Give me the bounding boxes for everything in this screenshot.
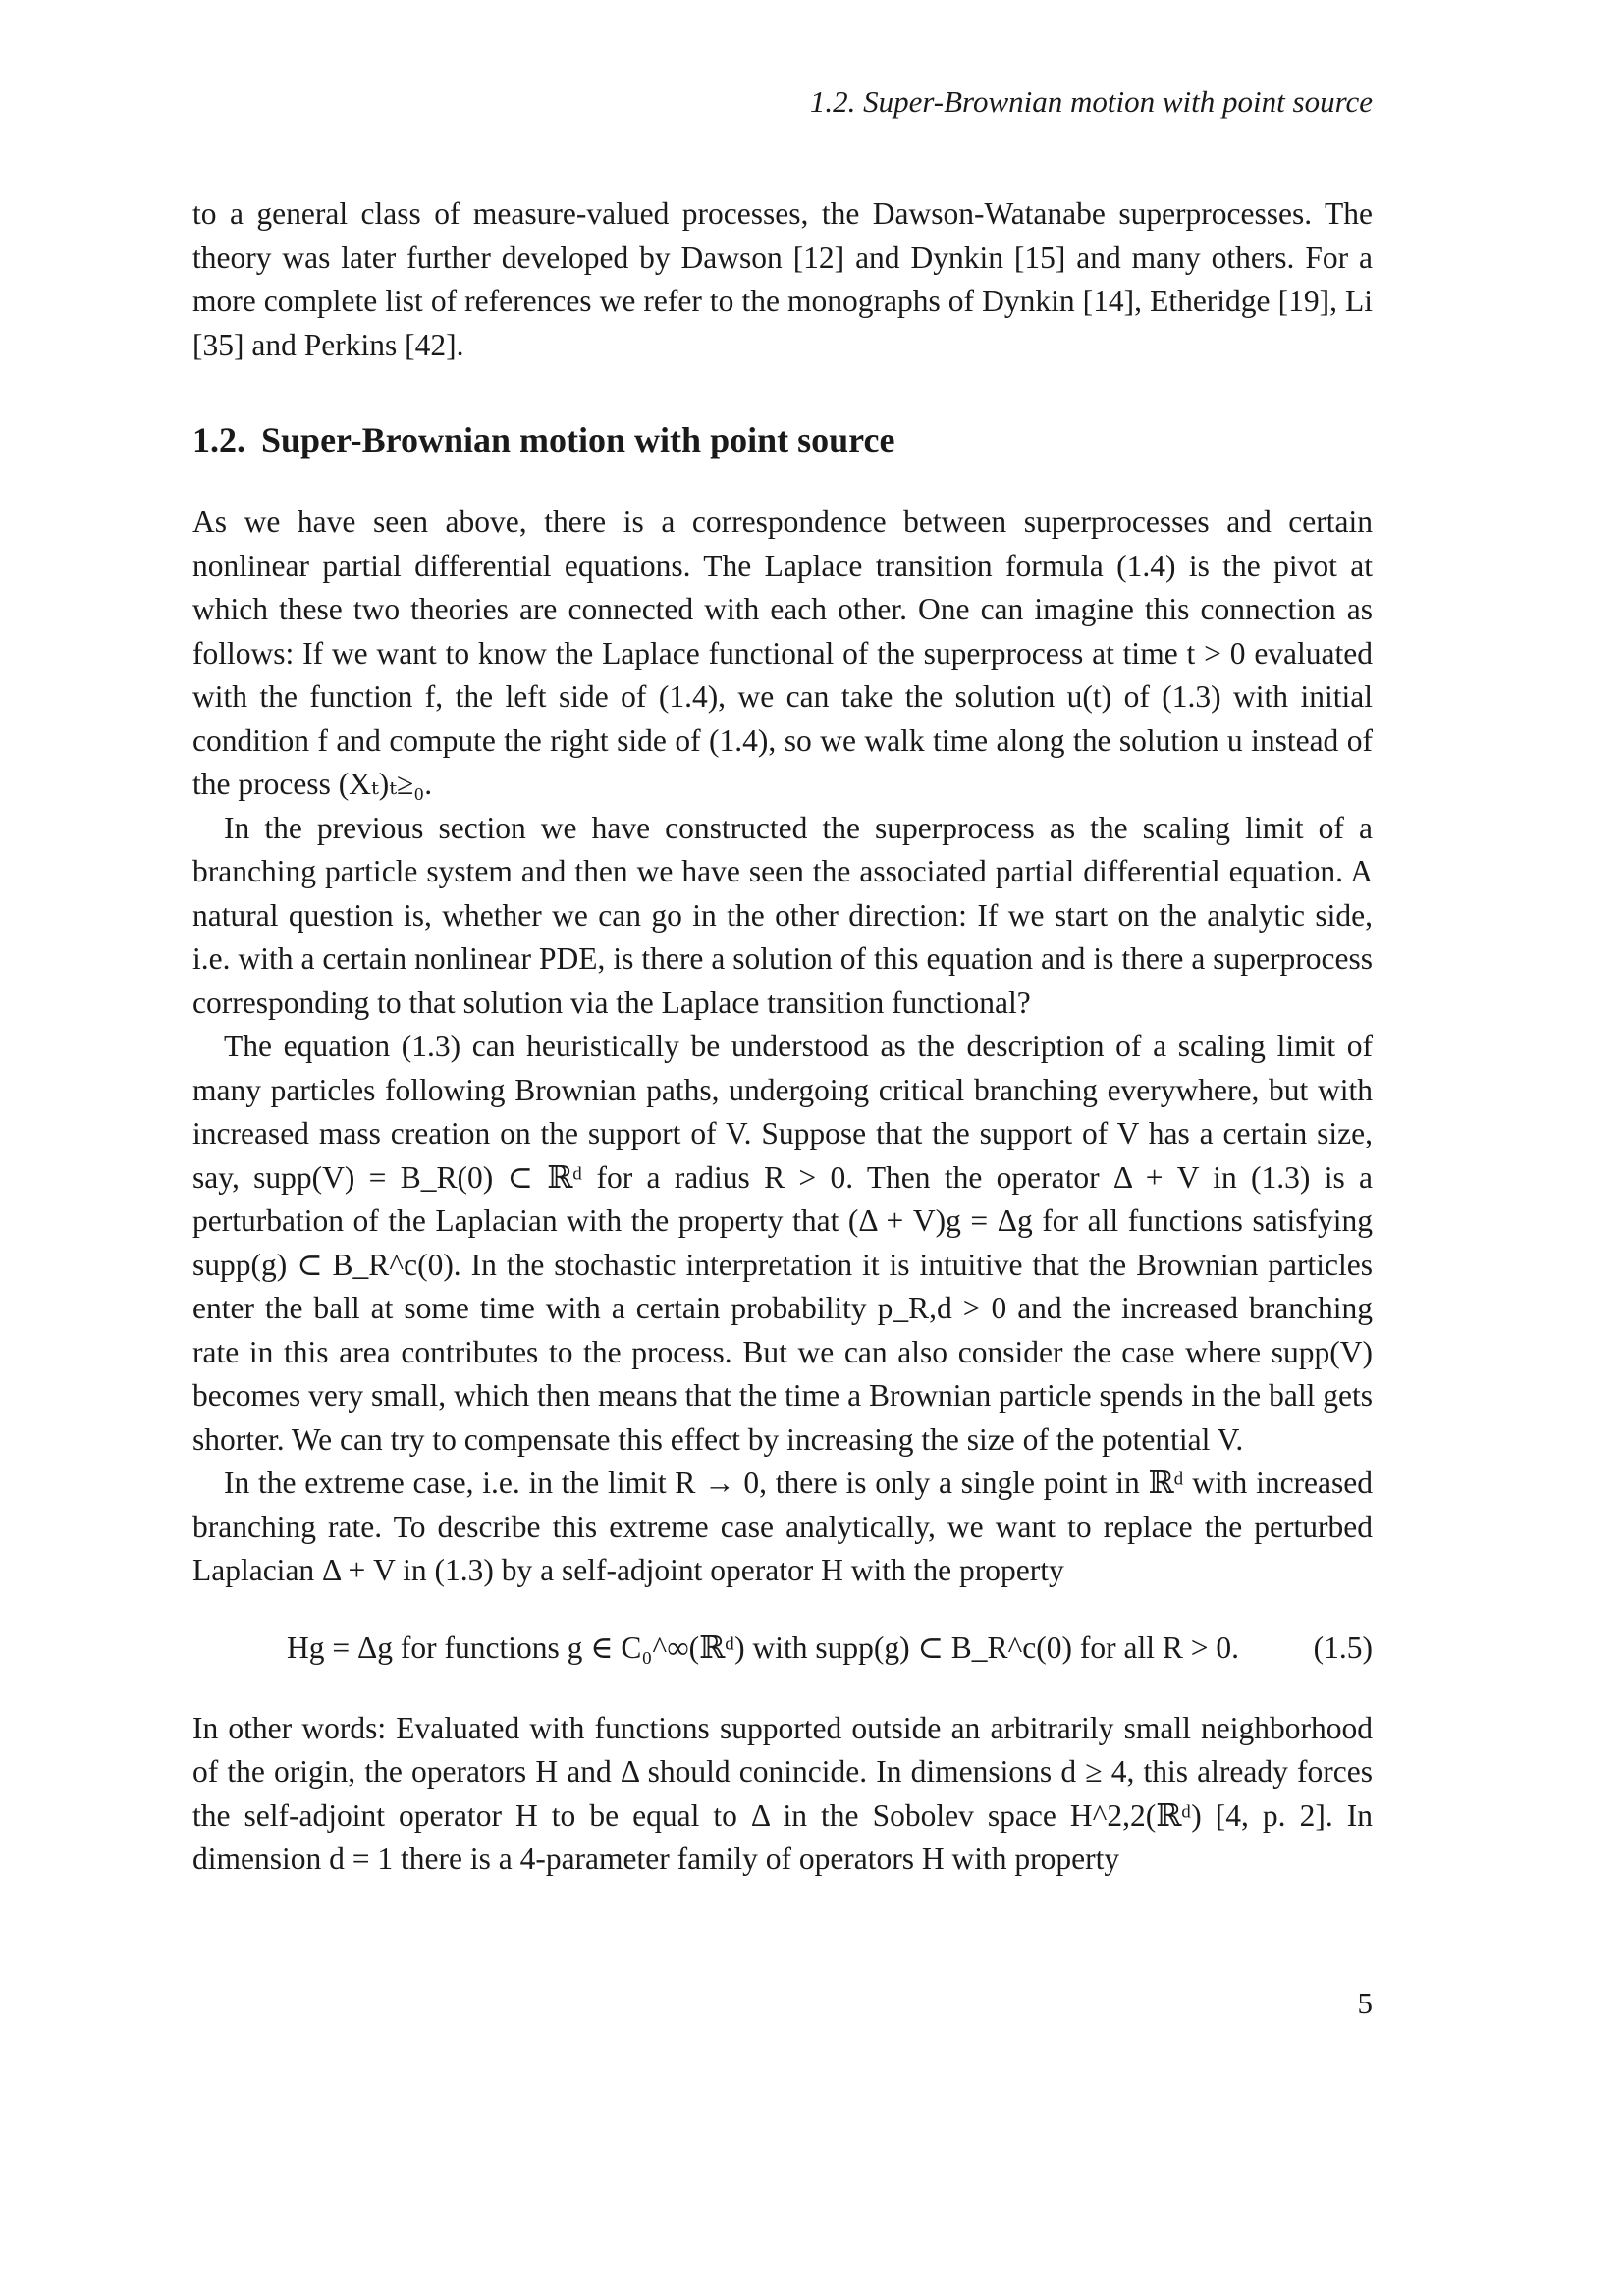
paragraph-2-text: In the previous section we have constructed the superprocess as the scaling limit of a branching particle system and then we have seen the associated partial differential equation. A natural question is, whether we can go in the other direction: If we start on the analytic side, i.e. with a certain nonlinear PDE, is there a solution of this equation and is there a superprocess corresponding to that solution via the Laplace transition functional?	[192, 810, 1373, 1020]
section-title: Super-Brownian motion with point source	[261, 420, 895, 459]
running-title: 1.2. Super-Brownian motion with point source	[809, 84, 1373, 119]
closing-paragraph	[192, 1707, 1373, 1882]
paragraph-3	[192, 1025, 1373, 1462]
paragraph-2	[192, 807, 1373, 1026]
paragraph-3-text: The equation (1.3) can heuristically be understood as the description of a scaling limit of many particles following Brownian paths, undergoing critical branching everywhere, but with increased mass creation on the support of V. Suppose that the support of V has a certain size, say, supp(V) = B_R(0) ⊂ ℝᵈ for a radius R > 0. Then the operator Δ + V in (1.3) is a perturbation of the Laplacian with the property that (Δ + V)g = Δg for all functions satisfying supp(g) ⊂ B_R^c(0). In the stochastic interpretation it is intuitive that the Brownian particles enter the ball at some time with a certain probability p_R,d > 0 and the increased branching rate in this area contributes to the process. But we can also consider the case where supp(V) becomes very small, which then means that the time a Brownian particle spends in the ball gets shorter. We can try to compensate this effect by increasing the size of the potential V.	[192, 1029, 1373, 1457]
section-heading	[192, 418, 1373, 461]
paragraph-1	[192, 501, 1373, 807]
running-header	[192, 82, 1373, 122]
section-number: 1.2.	[192, 420, 245, 459]
display-equation-1-5	[192, 1627, 1373, 1670]
paragraph-4	[192, 1462, 1373, 1593]
intro-paragraph	[192, 192, 1373, 367]
page-number: 5	[1357, 1986, 1373, 2020]
closing-paragraph-text: In other words: Evaluated with functions supported outside an arbitrarily small neighborhood of the origin, the operators H and Δ should conincide. In dimensions d ≥ 4, this already forces the self-adjoint operator H to be equal to Δ in the Sobolev space H^2,2(ℝᵈ) [4, p. 2]. In dimension d = 1 there is a 4-parameter family of operators H with property	[192, 1710, 1373, 1876]
paragraph-4-text: In the extreme case, i.e. in the limit R → 0, there is only a single point in ℝᵈ with increased branching rate. To describe this extreme case analytically, we want to replace the perturbed Laplacian Δ + V in (1.3) by a self-adjoint operator H with the property	[192, 1466, 1373, 1587]
paragraph-1-text: As we have seen above, there is a correspondence between superprocesses and certain nonlinear partial differential equations. The Laplace transition formula (1.4) is the pivot at which these two theories are connected with each other. One can imagine this connection as follows: If we want to know the Laplace functional of the superprocess at time t > 0 evaluated with the function f, the left side of (1.4), we can take the solution u(t) of (1.3) with initial condition f and compute the right side of (1.4), so we walk time along the solution u instead of the process (Xₜ)ₜ≥₀.	[192, 505, 1373, 801]
intro-paragraph-text: to a general class of measure-valued processes, the Dawson-Watanabe superprocesses. The theory was later further developed by Dawson [12] and Dynkin [15] and many others. For a more complete list of references we refer to the monographs of Dynkin [14], Etheridge [19], Li [35] and Perkins [42].	[192, 196, 1373, 362]
equation-number: (1.5)	[1313, 1629, 1373, 1665]
page-body	[192, 192, 1373, 1882]
equation-body: Hg = Δg for functions g ∈ C₀^∞(ℝᵈ) with supp(g) ⊂ B_R^c(0) for all R > 0.	[287, 1629, 1239, 1665]
